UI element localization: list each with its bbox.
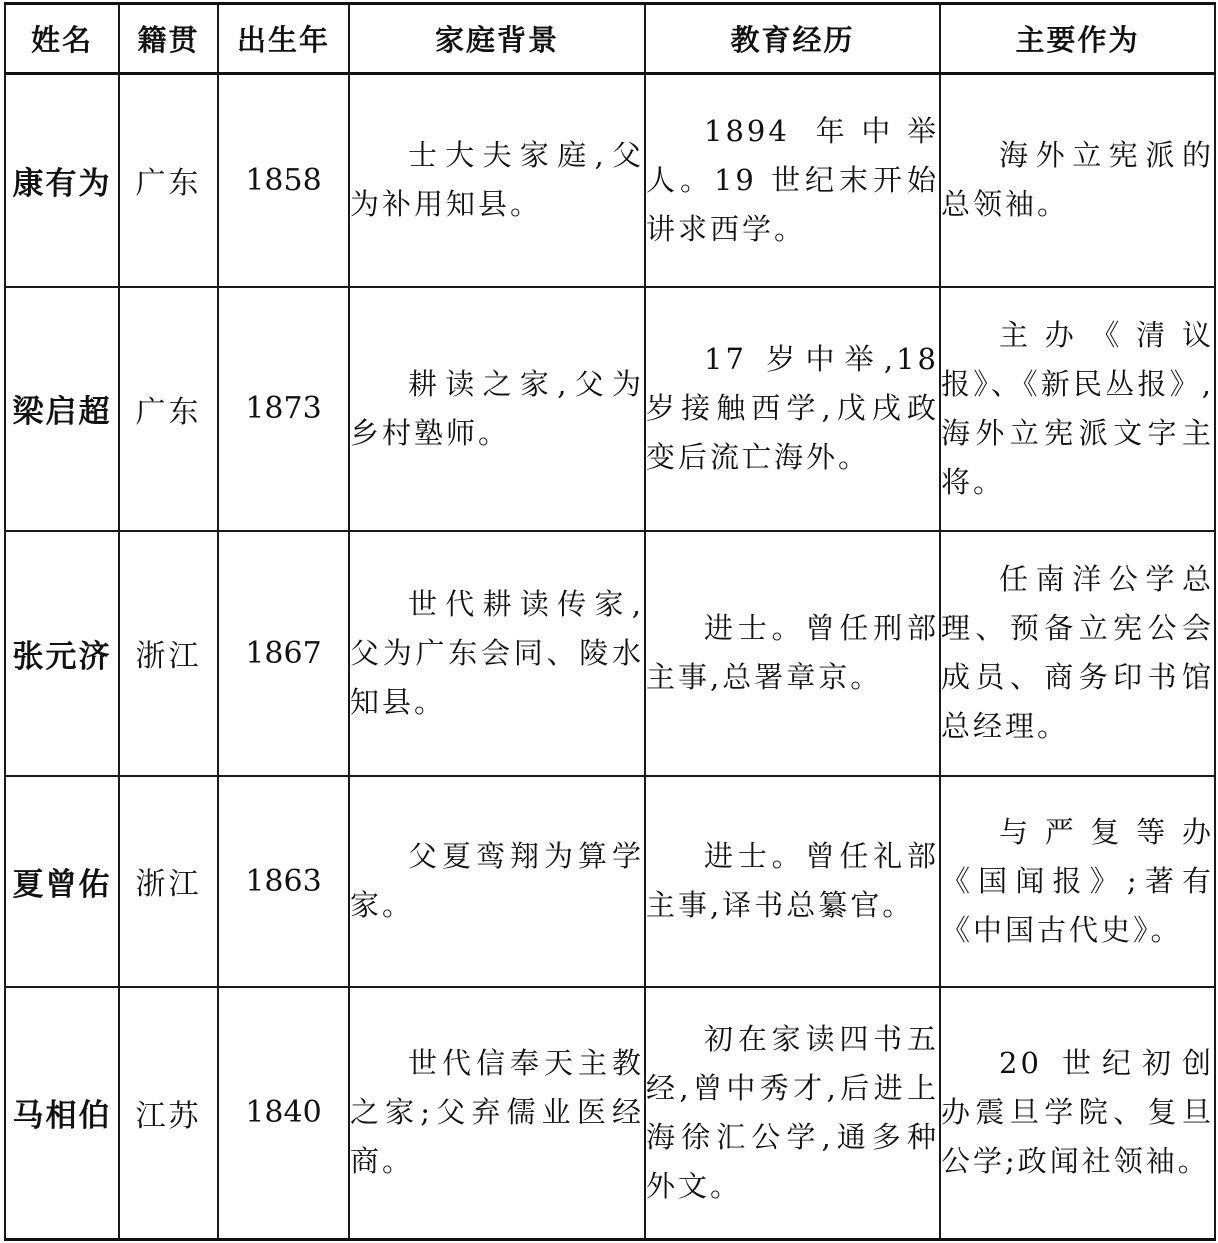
achievements-cell (940, 987, 1215, 1240)
table-row (5, 776, 1215, 987)
origin-cell: 浙江 (119, 776, 218, 987)
origin-cell: 江苏 (119, 987, 218, 1240)
name-cell: 马相伯 (5, 987, 119, 1240)
header-name: 姓名 (5, 4, 119, 74)
education-text: 进士。曾任刑部主事,总署章京。 (646, 611, 939, 694)
birth-year-cell: 1863 (218, 776, 349, 987)
header-birth-year: 出生年 (218, 4, 349, 74)
education-text: 1894 年中举人。19 世纪末开始讲求西学。 (646, 113, 939, 246)
education-cell (645, 287, 940, 531)
education-cell (645, 531, 940, 776)
family-cell (349, 531, 645, 776)
achievements-text: 海外立宪派的总领袖。 (941, 138, 1214, 222)
family-text: 世代信奉天主教之家;父弃儒业医经商。 (350, 1046, 644, 1179)
family-text: 耕读之家,父为乡村塾师。 (350, 366, 644, 450)
name-cell: 梁启超 (5, 287, 119, 531)
achievements-cell (940, 74, 1215, 287)
education-cell (645, 74, 940, 287)
header-achievements: 主要作为 (940, 4, 1215, 74)
birth-year-cell: 1873 (218, 287, 349, 531)
birth-year-cell: 1858 (218, 74, 349, 287)
family-text: 士大夫家庭,父为补用知县。 (350, 138, 644, 222)
achievements-text: 任南洋公学总理、预备立宪公会成员、商务印书馆总经理。 (941, 562, 1214, 743)
header-origin: 籍贯 (119, 4, 218, 74)
table-row (5, 531, 1215, 776)
name-cell: 康有为 (5, 74, 119, 287)
table-row (5, 987, 1215, 1240)
education-text: 初在家读四书五经,曾中秀才,后进上海徐汇公学,通多种外文。 (646, 1021, 939, 1203)
education-cell (645, 776, 940, 987)
header-education: 教育经历 (645, 4, 940, 74)
name-cell: 夏曾佑 (5, 776, 119, 987)
family-cell (349, 776, 645, 987)
family-text: 世代耕读传家,父为广东会同、陵水知县。 (350, 586, 644, 719)
origin-cell: 广东 (119, 74, 218, 287)
achievements-cell (940, 287, 1215, 531)
family-text: 父夏鸾翔为算学家。 (350, 839, 644, 922)
achievements-cell (940, 776, 1215, 987)
name-cell: 张元济 (5, 531, 119, 776)
origin-cell: 广东 (119, 287, 218, 531)
origin-cell: 浙江 (119, 531, 218, 776)
education-text: 17 岁中举,18 岁接触西学,戊戌政变后流亡海外。 (646, 342, 939, 474)
birth-year-cell: 1840 (218, 987, 349, 1240)
achievements-text: 20 世纪初创办震旦学院、复旦公学;政闻社领袖。 (941, 1046, 1214, 1179)
education-text: 进士。曾任礼部主事,译书总纂官。 (646, 839, 939, 922)
family-cell (349, 987, 645, 1240)
family-cell (349, 287, 645, 531)
education-cell (645, 987, 940, 1240)
table-row (5, 287, 1215, 531)
achievements-text: 主办《清议报》、《新民丛报》,海外立宪派文字主将。 (941, 317, 1214, 499)
birth-year-cell: 1867 (218, 531, 349, 776)
table-row (5, 74, 1215, 287)
achievements-cell (940, 531, 1215, 776)
family-cell (349, 74, 645, 287)
header-family: 家庭背景 (349, 4, 645, 74)
biography-table (4, 2, 1216, 1241)
achievements-text: 与严复等办《国闻报》;著有《中国古代史》。 (941, 814, 1214, 947)
header-row (5, 4, 1215, 74)
